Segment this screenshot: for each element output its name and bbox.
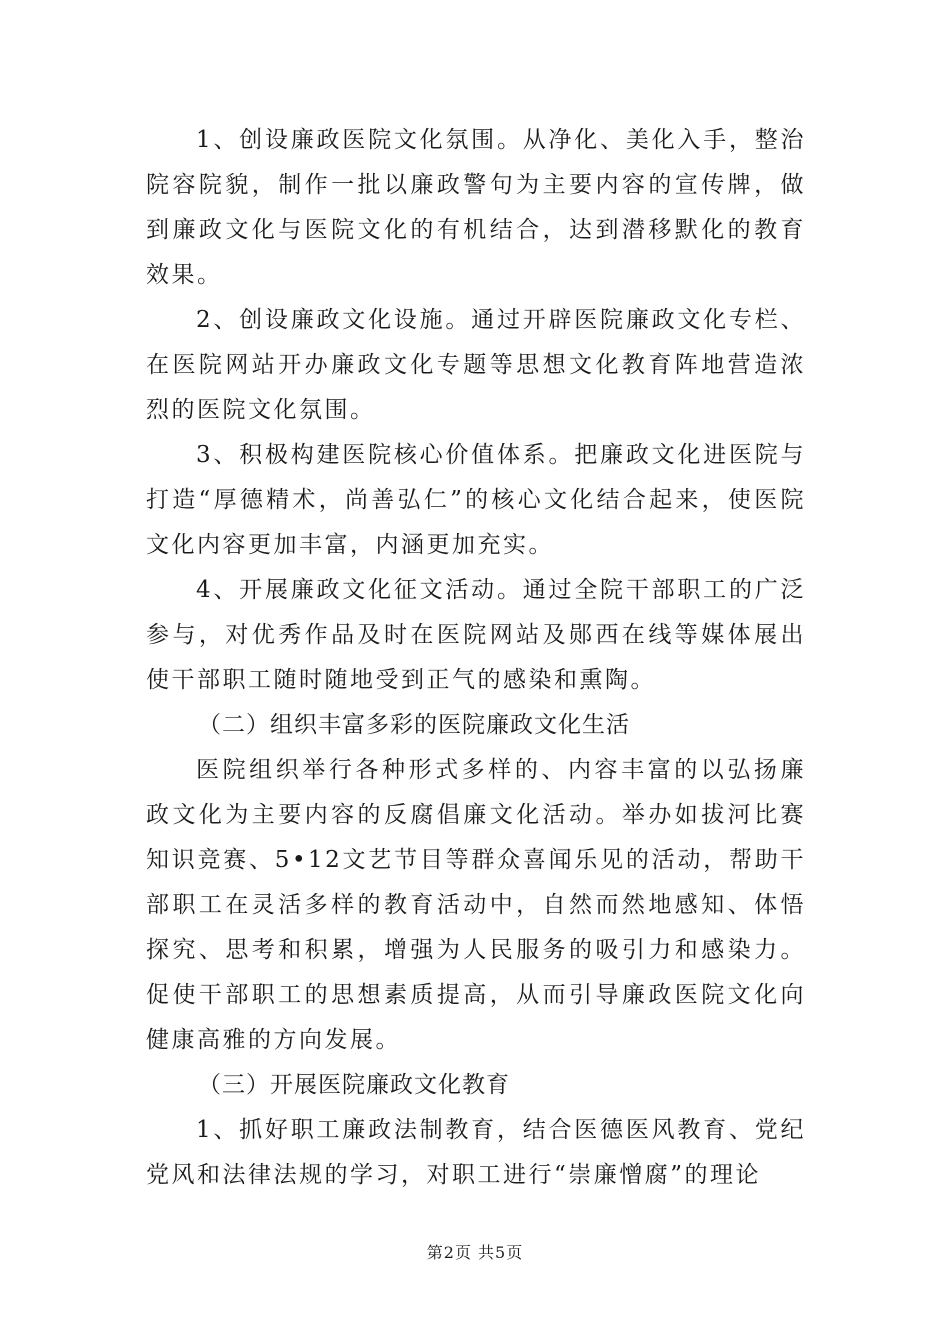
section-3-paragraph: 1、抓好职工廉政法制教育，结合医德医风教育、党纪党风和法律法规的学习，对职工进行“崇廉憎腐”的理论 [146, 1117, 806, 1188]
section-heading-3: （三）开展医院廉政文化教育 [198, 1072, 510, 1098]
page-footer: 第2页 共5页 [426, 1243, 524, 1262]
document-body [146, 118, 806, 1198]
paragraph-item-3: 3、积极构建医院核心价值体系。把廉政文化进医院与打造“厚德精术，尚善弘仁”的核心文化结合起来，使医院文化内容更加丰富，内涵更加充实。 [146, 442, 806, 558]
section-2-paragraph: 医院组织举行各种形式多样的、内容丰富的以弘扬廉政文化为主要内容的反腐倡廉文化活动。举办如拔河比赛知识竞赛、5•12文艺节目等群众喜闻乐见的活动，帮助干部职工在灵活多样的教育活动中，自然而然地感知、体悟探究、思考和积累，增强为人民服务的吸引力和感染力。促使干部职工的思想素质提高，从而引导廉政医院文化向健康高雅的方向发展。 [146, 757, 806, 1053]
paragraph-item-1: 1、创设廉政医院文化氛围。从净化、美化入手，整治院容院貌，制作一批以廉政警句为主要内容的宣传牌，做到廉政文化与医院文化的有机结合，达到潜移默化的教育效果。 [146, 127, 806, 288]
paragraph-item-2: 2、创设廉政文化设施。通过开辟医院廉政文化专栏、在医院网站开办廉政文化专题等思想文化教育阵地营造浓烈的医院文化氛围。 [146, 307, 806, 423]
section-heading-2: （二）组织丰富多彩的医院廉政文化生活 [198, 712, 630, 738]
paragraph-item-4: 4、开展廉政文化征文活动。通过全院干部职工的广泛参与，对优秀作品及时在医院网站及郧西在线等媒体展出使干部职工随时随地受到正气的感染和熏陶。 [146, 577, 806, 693]
